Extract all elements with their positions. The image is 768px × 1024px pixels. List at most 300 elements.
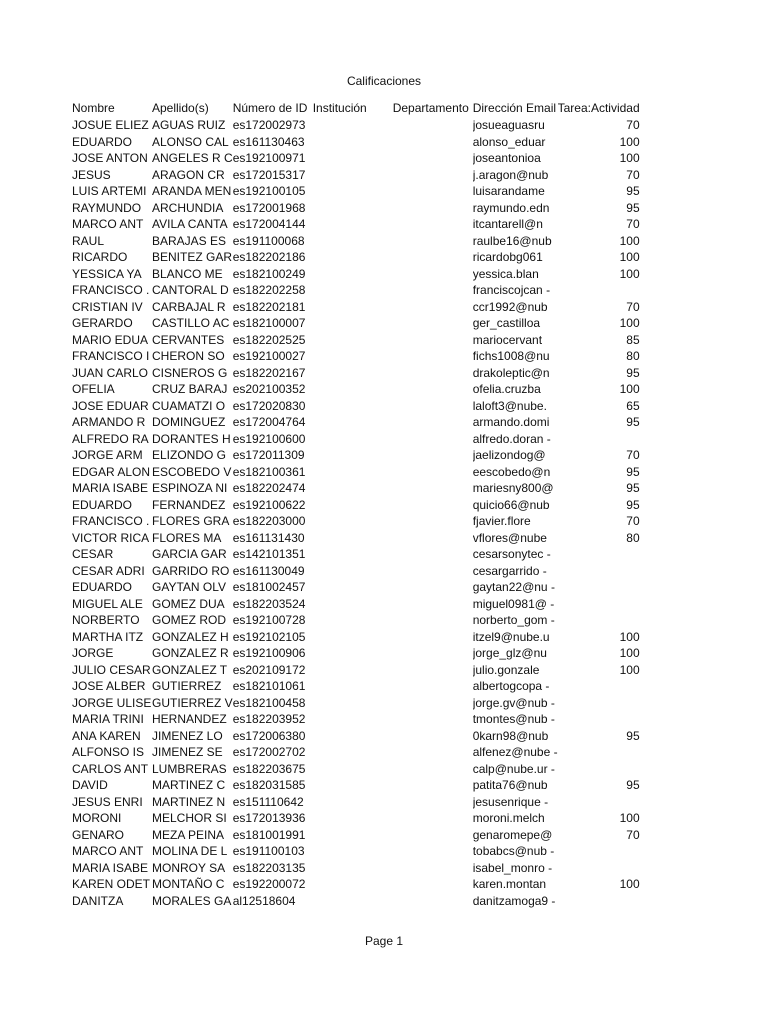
cell-actividad: 95 <box>626 184 640 198</box>
cell-institucion <box>313 167 393 184</box>
cell-nombre: DANITZA <box>72 893 124 908</box>
cell-nombre: EDGAR ALON <box>72 464 151 479</box>
cell-institucion <box>313 282 393 299</box>
cell-id: es172015317 <box>232 167 306 182</box>
table-row <box>72 612 640 629</box>
cell-nombre: DAVID <box>72 778 108 792</box>
table-row <box>72 150 640 167</box>
cell-actividad: 100 <box>619 134 640 149</box>
cell-institucion <box>313 744 393 761</box>
cell-institucion <box>313 216 393 233</box>
cell-apellidos: CARBAJAL R <box>152 299 226 314</box>
cell-nombre: JOSE EDUAR <box>72 398 149 413</box>
cell-id: es172006380 <box>232 728 306 743</box>
cell-institucion <box>313 794 393 811</box>
cell-actividad: 100 <box>619 646 640 660</box>
page-number: Page 1 <box>364 934 404 948</box>
column-header-id: Número de ID <box>232 101 308 115</box>
cell-nombre: ALFONSO IS <box>72 745 145 759</box>
cell-email: calp@nube.ur - <box>472 761 555 776</box>
cell-id: es182202181 <box>232 299 306 314</box>
table-row <box>72 744 640 761</box>
table-row <box>72 794 640 811</box>
cell-departamento <box>393 530 473 547</box>
cell-apellidos: GARRIDO RO <box>152 563 230 578</box>
cell-departamento <box>393 629 473 646</box>
cell-actividad <box>558 711 640 728</box>
cell-apellidos: CUAMATZI O <box>152 398 226 413</box>
cell-actividad <box>558 761 640 778</box>
cell-email: tmontes@nub - <box>472 712 555 726</box>
cell-institucion <box>313 777 393 794</box>
cell-apellidos: GONZALEZ R <box>152 646 229 660</box>
cell-nombre: MARIA ISABE <box>72 481 149 495</box>
cell-apellidos: MELCHOR SI <box>152 811 227 825</box>
cell-apellidos: HERNANDEZ <box>152 712 227 726</box>
cell-nombre: NORBERTO <box>72 613 140 627</box>
cell-email: julio.gonzale <box>472 662 540 677</box>
cell-apellidos: LUMBRERAS <box>152 761 227 776</box>
cell-institucion <box>313 612 393 629</box>
table-row <box>72 530 640 547</box>
cell-departamento <box>393 761 473 778</box>
cell-departamento <box>393 777 473 794</box>
cell-apellidos: GUTIERREZ V <box>152 695 233 710</box>
cell-id: es161130463 <box>232 134 305 149</box>
cell-apellidos: CANTORAL D <box>152 283 229 297</box>
table-row <box>72 761 640 778</box>
cell-actividad <box>558 546 640 563</box>
table-row <box>72 728 640 745</box>
cell-nombre: YESSICA YA <box>72 266 142 281</box>
cell-actividad: 100 <box>619 250 640 264</box>
cell-nombre: RAYMUNDO <box>72 200 142 215</box>
cell-departamento <box>393 546 473 563</box>
table-row <box>72 497 640 514</box>
cell-actividad <box>558 678 640 695</box>
cell-departamento <box>393 414 473 431</box>
table-row <box>72 711 640 728</box>
cell-apellidos: GOMEZ ROD <box>152 613 226 627</box>
cell-institucion <box>313 365 393 382</box>
cell-id: es181001991 <box>232 827 306 842</box>
cell-institucion <box>313 315 393 332</box>
cell-actividad: 95 <box>626 200 640 215</box>
cell-email: raymundo.edn <box>472 200 550 215</box>
cell-email: jaelizondog@ <box>472 448 546 462</box>
cell-email: jorge.gv@nub - <box>472 695 555 710</box>
cell-email: vflores@nube <box>472 530 547 545</box>
cell-actividad: 95 <box>626 497 640 512</box>
cell-email: karen.montan <box>472 877 547 891</box>
cell-email: ccr1992@nub <box>472 299 548 314</box>
cell-nombre: RICARDO <box>72 250 128 264</box>
table-row <box>72 282 640 299</box>
cell-apellidos: CRUZ BARAJ <box>152 382 228 396</box>
cell-institucion <box>313 431 393 448</box>
column-header-actividad: Tarea:Actividad <box>557 101 640 115</box>
cell-actividad: 70 <box>626 448 640 462</box>
cell-institucion <box>313 497 393 514</box>
cell-actividad: 70 <box>626 217 640 231</box>
cell-departamento <box>393 299 473 316</box>
table-row <box>72 480 640 497</box>
cell-institucion <box>313 827 393 844</box>
cell-institucion <box>313 761 393 778</box>
cell-nombre: ALFREDO RA <box>72 431 149 446</box>
cell-id: es192100971 <box>232 151 306 165</box>
cell-id: es192100105 <box>232 184 306 198</box>
cell-institucion <box>313 398 393 415</box>
cell-actividad <box>558 843 640 860</box>
cell-id: es182202167 <box>232 365 306 380</box>
cell-email: yessica.blan <box>472 266 539 281</box>
cell-institucion <box>313 695 393 712</box>
cell-actividad <box>558 431 640 448</box>
cell-apellidos: FLORES MA <box>152 530 222 545</box>
cell-actividad: 70 <box>626 827 640 842</box>
cell-id: es182203000 <box>232 514 306 528</box>
cell-email: mariocervant <box>472 332 543 347</box>
table-row <box>72 810 640 827</box>
cell-id: es172002973 <box>232 118 306 132</box>
cell-apellidos: GAYTAN OLV <box>152 580 227 594</box>
cell-actividad <box>558 860 640 877</box>
cell-apellidos: BARAJAS ES <box>152 233 227 248</box>
cell-apellidos: DOMINGUEZ <box>152 415 226 429</box>
table-row <box>72 332 640 349</box>
cell-nombre: MARCO ANT <box>72 217 144 231</box>
cell-apellidos: JIMENEZ LO <box>152 728 223 743</box>
cell-actividad <box>558 695 640 712</box>
cell-id: es191100103 <box>232 844 305 858</box>
cell-actividad: 95 <box>626 481 640 495</box>
cell-departamento <box>393 794 473 811</box>
cell-nombre: MARIO EDUA <box>72 332 149 347</box>
cell-institucion <box>313 810 393 827</box>
cell-email: albertogcopa - <box>472 679 550 693</box>
table-row <box>72 876 640 893</box>
cell-nombre: KAREN ODET <box>72 877 151 891</box>
cell-id: es182202525 <box>232 332 306 347</box>
cell-institucion <box>313 843 393 860</box>
cell-nombre: EDUARDO <box>72 580 133 594</box>
table-row <box>72 381 640 398</box>
cell-nombre: OFELIA <box>72 382 115 396</box>
cell-actividad <box>558 794 640 811</box>
cell-departamento <box>393 678 473 695</box>
cell-departamento <box>393 480 473 497</box>
cell-departamento <box>393 827 473 844</box>
cell-email: moroni.melch <box>472 811 545 825</box>
table-row <box>72 315 640 332</box>
cell-nombre: JOSE ANTON <box>72 151 148 165</box>
cell-nombre: FRANCISCO . <box>72 514 150 528</box>
cell-actividad <box>558 893 640 910</box>
cell-nombre: EDUARDO <box>72 497 133 512</box>
cell-apellidos: GONZALEZ T <box>152 662 228 677</box>
cell-institucion <box>313 711 393 728</box>
cell-departamento <box>393 216 473 233</box>
table-row <box>72 447 640 464</box>
cell-actividad <box>558 579 640 596</box>
cell-institucion <box>313 183 393 200</box>
cell-departamento <box>393 266 473 283</box>
cell-apellidos: ARANDA MEN <box>152 184 232 198</box>
cell-nombre: JORGE ARM <box>72 448 143 462</box>
table-row <box>72 398 640 415</box>
table-row <box>72 546 640 563</box>
table-row <box>72 893 640 910</box>
cell-institucion <box>313 530 393 547</box>
cell-apellidos: GONZALEZ H <box>152 629 229 644</box>
cell-id: es182100249 <box>232 266 306 281</box>
cell-nombre: JOSUE ELIEZ <box>72 118 149 132</box>
cell-apellidos: MEZA PEINA <box>152 827 225 842</box>
cell-departamento <box>393 332 473 349</box>
cell-email: tobabcs@nub - <box>472 844 555 858</box>
cell-institucion <box>313 876 393 893</box>
cell-email: fichs1008@nu <box>472 349 550 363</box>
cell-id: al12518604 <box>232 893 296 908</box>
cell-apellidos: GOMEZ DUA <box>152 596 225 611</box>
column-header-apellidos: Apellido(s) <box>152 101 209 115</box>
cell-id: es161130049 <box>232 563 305 578</box>
cell-email: laloft3@nube. <box>472 398 547 413</box>
cell-email: alonso_eduar <box>472 134 546 149</box>
cell-departamento <box>393 431 473 448</box>
cell-departamento <box>393 513 473 530</box>
cell-apellidos: CERVANTES <box>152 332 225 347</box>
cell-institucion <box>313 629 393 646</box>
cell-actividad <box>558 282 640 299</box>
cell-apellidos: AVILA CANTA <box>152 217 228 231</box>
table-row <box>72 843 640 860</box>
table-row <box>72 216 640 233</box>
cell-actividad: 100 <box>619 382 640 396</box>
table-row <box>72 662 640 679</box>
cell-email: itzel9@nube.u <box>472 629 550 644</box>
cell-apellidos: JIMENEZ SE <box>152 745 223 759</box>
cell-departamento <box>393 167 473 184</box>
cell-actividad: 80 <box>626 349 640 363</box>
cell-departamento <box>393 893 473 910</box>
cell-actividad: 95 <box>626 415 640 429</box>
cell-departamento <box>393 365 473 382</box>
cell-id: es192100600 <box>232 431 306 446</box>
cell-nombre: JORGE ULISE <box>72 695 152 710</box>
cell-email: quicio66@nub <box>472 497 550 512</box>
cell-id: es182203524 <box>232 596 306 611</box>
cell-email: alfredo.doran - <box>472 431 551 446</box>
cell-email: jesusenrique - <box>472 794 549 809</box>
cell-actividad: 80 <box>626 530 640 545</box>
cell-departamento <box>393 233 473 250</box>
cell-actividad: 95 <box>626 778 640 792</box>
cell-apellidos: FLORES GRA <box>152 514 230 528</box>
cell-departamento <box>393 843 473 860</box>
cell-institucion <box>313 546 393 563</box>
cell-departamento <box>393 876 473 893</box>
table-row <box>72 348 640 365</box>
cell-id: es202100352 <box>232 382 306 396</box>
cell-institucion <box>313 728 393 745</box>
cell-actividad: 100 <box>619 316 640 330</box>
cell-actividad: 65 <box>626 398 640 413</box>
cell-nombre: GERARDO <box>72 316 133 330</box>
column-header-institucion: Institución <box>312 101 367 115</box>
cell-id: es172004764 <box>232 415 306 429</box>
cell-nombre: MARIA TRINI <box>72 712 144 726</box>
cell-departamento <box>393 744 473 761</box>
cell-apellidos: ARCHUNDIA <box>152 200 224 215</box>
cell-apellidos: DORANTES H <box>152 431 231 446</box>
cell-institucion <box>313 579 393 596</box>
cell-departamento <box>393 662 473 679</box>
cell-apellidos: ELIZONDO G <box>152 448 227 462</box>
cell-actividad: 95 <box>626 464 640 479</box>
cell-departamento <box>393 117 473 134</box>
cell-institucion <box>313 464 393 481</box>
cell-id: es182031585 <box>232 778 306 792</box>
cell-actividad: 95 <box>626 728 640 743</box>
cell-institucion <box>313 860 393 877</box>
cell-departamento <box>393 150 473 167</box>
cell-id: es142101351 <box>232 547 306 561</box>
cell-id: es161131430 <box>232 530 305 545</box>
table-row <box>72 678 640 695</box>
cell-id: es172001968 <box>232 200 306 215</box>
grades-table <box>72 99 640 909</box>
cell-nombre: ANA KAREN <box>72 728 141 743</box>
cell-actividad: 100 <box>619 811 640 825</box>
cell-nombre: CARLOS ANT <box>72 761 149 776</box>
table-row <box>72 513 640 530</box>
cell-actividad: 85 <box>626 332 640 347</box>
header-row <box>72 99 640 117</box>
cell-actividad: 70 <box>626 299 640 314</box>
cell-id: es172004144 <box>232 217 306 231</box>
cell-id: es192100622 <box>232 497 306 512</box>
table-row <box>72 563 640 580</box>
cell-id: es182203952 <box>232 712 306 726</box>
cell-institucion <box>313 117 393 134</box>
cell-institucion <box>313 266 393 283</box>
cell-nombre: JULIO CESAR <box>72 662 151 677</box>
cell-institucion <box>313 596 393 613</box>
cell-email: franciscojcan - <box>472 283 551 297</box>
cell-apellidos: CASTILLO AC <box>152 316 230 330</box>
table-row <box>72 249 640 266</box>
cell-institucion <box>313 249 393 266</box>
table-row <box>72 695 640 712</box>
cell-nombre: MARIA ISABE <box>72 860 149 875</box>
cell-actividad <box>558 744 640 761</box>
table-row <box>72 200 640 217</box>
cell-email: josueaguasru <box>472 118 545 132</box>
cell-nombre: EDUARDO <box>72 134 133 149</box>
cell-nombre: FRANCISCO . <box>72 283 150 297</box>
cell-departamento <box>393 860 473 877</box>
cell-apellidos: MONTAÑO C <box>152 877 225 891</box>
cell-actividad <box>558 563 640 580</box>
cell-email: ger_castilloa <box>472 316 541 330</box>
cell-actividad <box>558 596 640 613</box>
cell-institucion <box>313 645 393 662</box>
cell-apellidos: CHERON SO <box>152 349 225 363</box>
cell-departamento <box>393 381 473 398</box>
cell-email: j.aragon@nub <box>472 167 549 182</box>
cell-nombre: GENARO <box>72 827 125 842</box>
cell-institucion <box>313 200 393 217</box>
cell-institucion <box>313 893 393 910</box>
cell-departamento <box>393 282 473 299</box>
cell-apellidos: MONROY SA <box>152 860 226 875</box>
cell-id: es182202186 <box>232 250 306 264</box>
cell-nombre: ARMANDO R <box>72 415 146 429</box>
table-row <box>72 464 640 481</box>
table-row <box>72 777 640 794</box>
cell-email: 0karn98@nub <box>472 728 549 743</box>
table-row <box>72 827 640 844</box>
cell-departamento <box>393 200 473 217</box>
cell-institucion <box>313 447 393 464</box>
cell-departamento <box>393 134 473 151</box>
cell-departamento <box>393 711 473 728</box>
cell-id: es192102105 <box>232 629 306 644</box>
cell-actividad: 100 <box>619 151 640 165</box>
cell-departamento <box>393 348 473 365</box>
cell-apellidos: BENITEZ GAR <box>152 250 233 264</box>
cell-departamento <box>393 398 473 415</box>
cell-apellidos: MOLINA DE L <box>152 844 228 858</box>
cell-actividad: 70 <box>626 167 640 182</box>
cell-apellidos: ANGELES R C <box>152 151 233 165</box>
cell-nombre: MIGUEL ALE <box>72 596 143 611</box>
cell-institucion <box>313 563 393 580</box>
cell-apellidos: GUTIERREZ <box>152 679 222 693</box>
cell-institucion <box>313 150 393 167</box>
cell-id: es172020830 <box>232 398 306 413</box>
cell-email: cesargarrido - <box>472 563 547 578</box>
cell-id: es192100728 <box>232 613 306 627</box>
cell-nombre: JESUS ENRI <box>72 794 143 809</box>
cell-actividad: 95 <box>626 365 640 380</box>
cell-departamento <box>393 315 473 332</box>
cell-actividad: 70 <box>626 514 640 528</box>
cell-institucion <box>313 414 393 431</box>
cell-nombre: CRISTIAN IV <box>72 299 143 314</box>
cell-apellidos: AGUAS RUIZ <box>152 118 226 132</box>
cell-email: danitzamoga9 - <box>472 893 556 908</box>
cell-institucion <box>313 381 393 398</box>
cell-id: es172011309 <box>232 448 305 462</box>
cell-nombre: MORONI <box>72 811 122 825</box>
cell-email: gaytan22@nu - <box>472 580 555 594</box>
column-header-email: Dirección Email <box>472 101 557 115</box>
cell-email: patita76@nub <box>472 778 548 792</box>
cell-nombre: MARCO ANT <box>72 844 144 858</box>
cell-actividad: 100 <box>619 629 640 644</box>
cell-id: es182100458 <box>232 695 306 710</box>
cell-departamento <box>393 645 473 662</box>
cell-nombre: CESAR <box>72 547 114 561</box>
cell-actividad: 70 <box>626 118 640 132</box>
cell-institucion <box>313 332 393 349</box>
cell-departamento <box>393 612 473 629</box>
cell-departamento <box>393 249 473 266</box>
cell-actividad: 100 <box>619 877 640 891</box>
